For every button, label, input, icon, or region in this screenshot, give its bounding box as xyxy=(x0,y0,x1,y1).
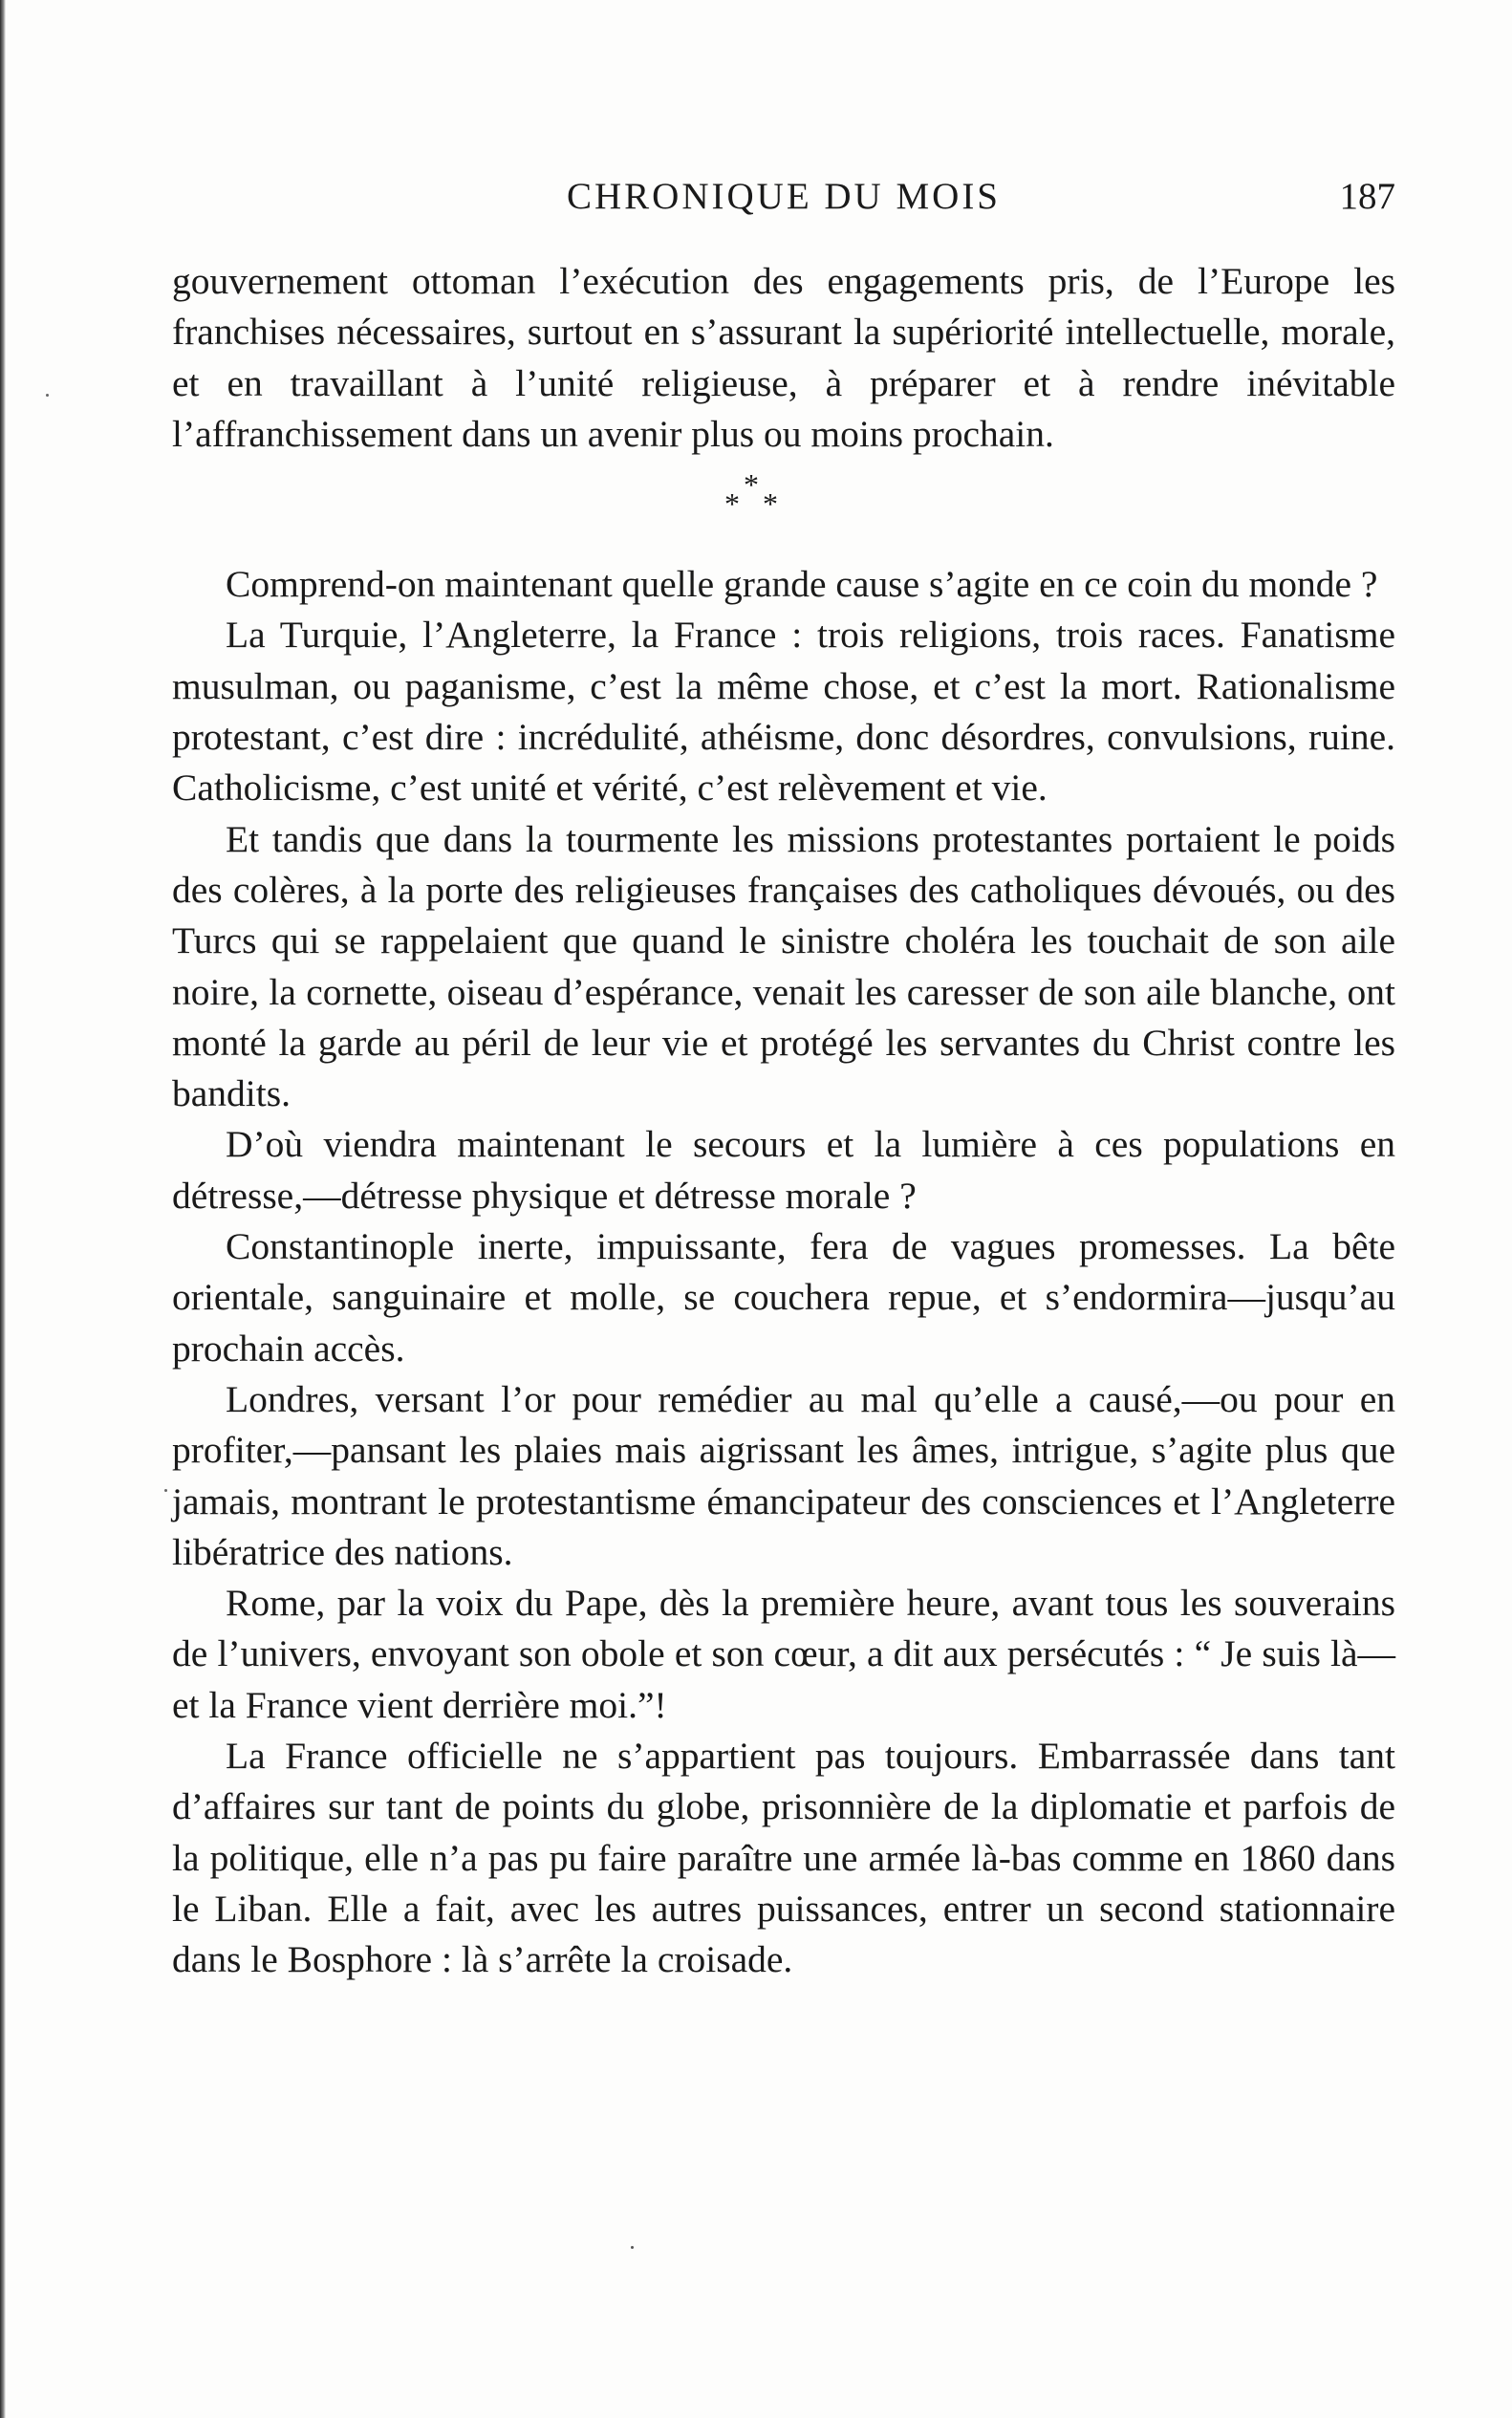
binding-edge xyxy=(0,0,6,2418)
scan-speck xyxy=(46,394,49,397)
running-title: CHRONIQUE DU MOIS xyxy=(566,176,1001,217)
paragraph: La France officielle ne s’appartient pas toujours. Embarrassée dans tant d’affaires sur tant de points du globe, prisonnière de la diplomatie et parfois de la politique, elle n’a pas pu faire paraître une armée là-bas comme en 1860 dans le Liban. Elle a fait, avec les autres puissances, entrer un second stationnaire dans le Bosphore : là s’arrête la croisade. xyxy=(172,1735,1395,1981)
asterism-star-left: * xyxy=(724,486,740,522)
scan-speck xyxy=(164,1489,167,1492)
page-header xyxy=(172,174,1395,220)
paragraph: Et tandis que dans la tourmente les missions protestantes portaient le poids des colères, à la porte des religieuses françaises des catholiques dévoués, ou des Turcs qui se rappelaient que quand le sinistre choléra les touchait de son aile noire, la cornette, oiseau d’espérance, venait les caresser de son aile blanche, ont monté la garde au péril de leur vie et protégé les servantes du Christ contre les bandits. xyxy=(172,817,1395,1115)
asterism-star-right: * xyxy=(763,486,778,522)
asterism-star-top: * xyxy=(744,467,759,503)
paragraph: Londres, versant l’or pour remédier au mal qu’elle a causé,—ou pour en profiter,—pansant les plaies mais aigrissant les âmes, intrigue, s’agite plus que jamais, montrant le protestantisme émancipateur des consciences et l’Angleterre libératrice des nations. xyxy=(172,1377,1395,1573)
paragraph-continuation: gouvernement ottoman l’exécution des engagements pris, de l’Europe les franchises nécessaires, surtout en s’assurant la supériorité intellectuelle, morale, et en travaillant à l’unité religieuse, à préparer et à rendre inévitable l’affranchissement dans un avenir plus ou moins prochain. xyxy=(172,260,1395,455)
scan-speck xyxy=(631,2246,634,2249)
paragraph: La Turquie, l’Angleterre, la France : trois religions, trois races. Fanatisme musulman, ou paganisme, c’est la même chose, et c’est la mort. Rationalisme protestant, c’est dire : incrédulité, athéisme, donc désordres, convulsions, ruine. Catholicisme, c’est unité et vérité, c’est relèvement et vie. xyxy=(172,614,1395,810)
asterism-divider xyxy=(172,460,1395,559)
paragraph: D’où viendra maintenant le secours et la lumière à ces populations en détresse,—détresse physique et détresse morale ? xyxy=(172,1123,1395,1217)
body-text xyxy=(172,256,1395,1986)
paragraph: Constantinople inerte, impuissante, fera de vagues promesses. La bête orientale, sanguinaire et molle, se couchera repue, et s’endormira—jusqu’au prochain accès. xyxy=(172,1225,1395,1370)
paragraph: Comprend-on maintenant quelle grande cause s’agite en ce coin du monde ? xyxy=(226,563,1378,606)
page-number: 187 xyxy=(1339,176,1395,217)
paragraph: Rome, par la voix du Pape, dès la première heure, avant tous les souverains de l’univers, envoyant son obole et son cœur, a dit aux persécutés : “ Je suis là—et la France vient derrière moi.”! xyxy=(172,1582,1395,1726)
